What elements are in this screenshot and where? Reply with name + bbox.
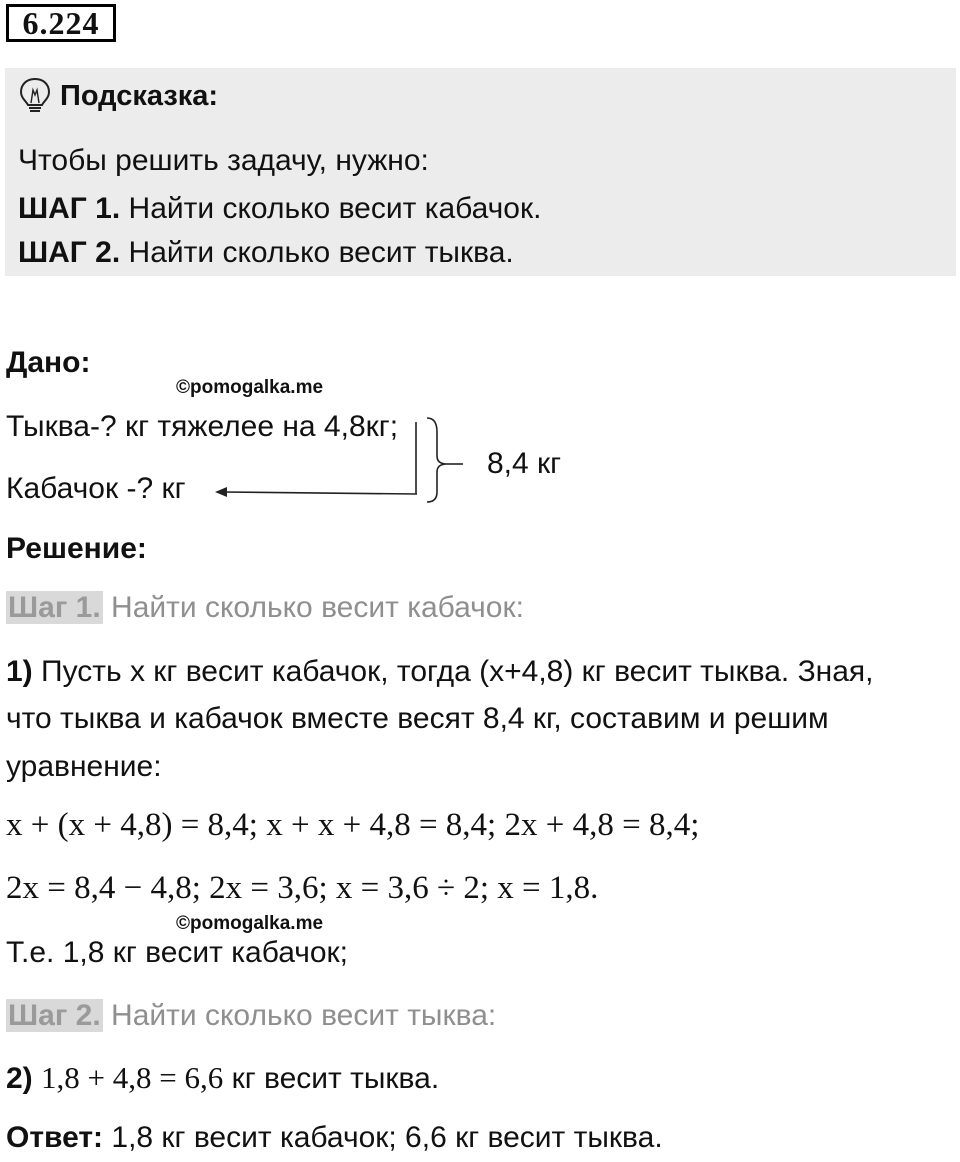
pointer-line <box>223 492 417 494</box>
hint-step-2-text: Найти сколько весит тыква. <box>128 236 514 269</box>
given-brace-diagram <box>205 410 467 506</box>
part-2-expression: 1,8 + 4,8 = 6,6 <box>41 1060 224 1095</box>
problem-number: 6.224 <box>6 4 116 42</box>
given-line-pumpkin: Тыква-? кг тяжелее на 4,8кг; <box>6 410 399 443</box>
hint-step-1 <box>18 192 541 226</box>
hint-step-2-label: ШАГ 2. <box>18 236 121 269</box>
equation-line-1: x + (x + 4,8) = 8,4; x + x + 4,8 = 8,4; 2x + 4,8 = 8,4; <box>6 807 700 843</box>
part-1-line-3: уравнение: <box>6 750 162 783</box>
arrow-head <box>215 487 227 497</box>
part-1-text-1: Пусть х кг весит кабачок, тогда (х+4,8) кг весит тыква. Зная, <box>41 655 874 688</box>
step-1-label: Шаг 1. <box>8 591 101 624</box>
watermark: ©pomogalka.me <box>176 913 324 934</box>
step-1-text: Найти сколько весит кабачок: <box>111 591 524 624</box>
given-total: 8,4 кг <box>487 447 562 480</box>
hint-step-1-label: ШАГ 1. <box>18 192 121 225</box>
hint-intro: Чтобы решить задачу, нужно: <box>18 144 429 177</box>
lightbulb-icon <box>18 76 52 116</box>
watermark: ©pomogalka.me <box>176 377 324 398</box>
solution-heading: Решение: <box>6 532 147 565</box>
step-1-header <box>6 591 524 625</box>
part-2-line <box>6 1060 439 1096</box>
step-2-label: Шаг 2. <box>8 999 101 1032</box>
part-1-line-2: что тыква и кабачок вместе весят 8,4 кг, составим и решим <box>6 702 829 735</box>
step-2-text: Найти сколько весит тыква: <box>111 999 497 1032</box>
result-zucchini: Т.е. 1,8 кг весит кабачок; <box>6 936 349 969</box>
answer-text: 1,8 кг весит кабачок; 6,6 кг весит тыква. <box>111 1121 663 1154</box>
answer-label: Ответ: <box>6 1121 104 1154</box>
given-line-zucchini: Кабачок -? кг <box>6 472 186 505</box>
hint-title: Подсказка: <box>60 80 219 112</box>
part-2-text: кг весит тыква. <box>231 1062 440 1095</box>
equation-line-2: 2x = 8,4 − 4,8; 2x = 3,6; x = 3,6 ÷ 2; x = 1,8. <box>6 870 599 906</box>
part-1-line-1 <box>6 655 874 689</box>
part-2-number: 2) <box>6 1062 33 1095</box>
answer-line <box>6 1121 663 1155</box>
hint-step-2 <box>18 236 514 270</box>
step-2-header <box>6 999 496 1033</box>
part-1-number: 1) <box>6 655 33 688</box>
given-heading: Дано: <box>6 346 91 379</box>
hint-step-1-text: Найти сколько весит кабачок. <box>128 192 542 225</box>
curly-brace <box>427 418 447 502</box>
